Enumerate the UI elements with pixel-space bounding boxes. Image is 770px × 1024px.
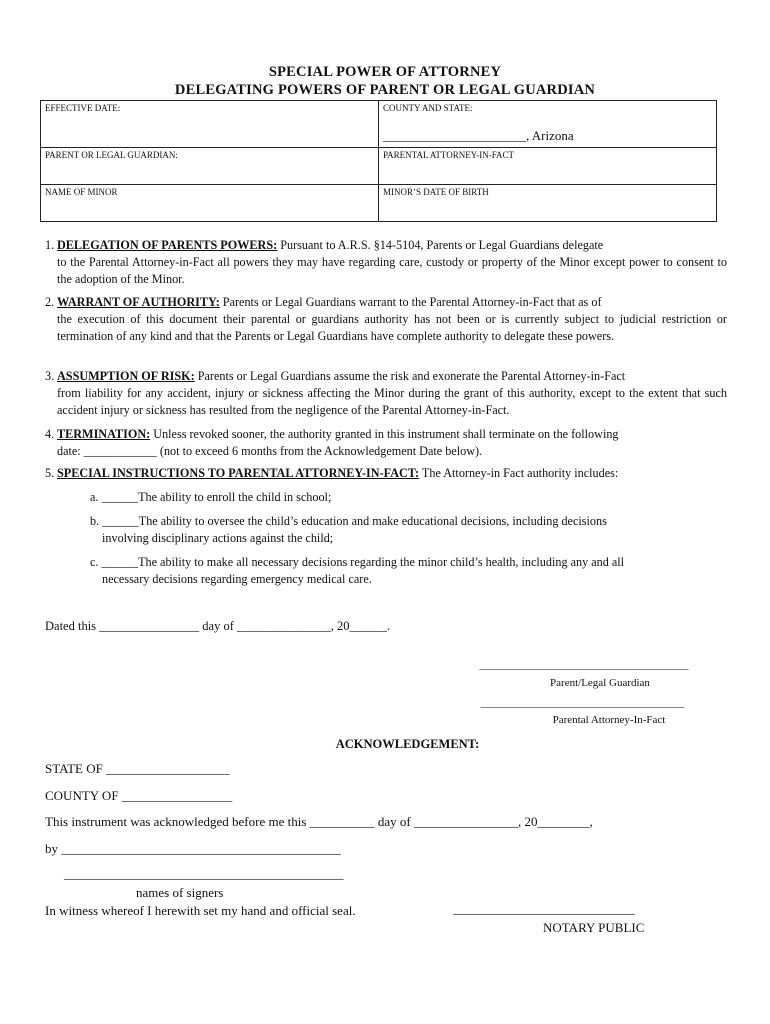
instruction-c-text-cont: necessary decisions regarding emergency medical care. (102, 571, 372, 586)
by-line[interactable]: by ___________________________________________ (45, 841, 341, 856)
section-heading: TERMINATION: (57, 427, 151, 441)
instruction-b[interactable] (90, 513, 727, 547)
county-line[interactable]: COUNTY OF _________________ (45, 788, 233, 803)
effective-date-cell[interactable] (41, 101, 379, 148)
section-heading: ASSUMPTION OF RISK: (57, 369, 195, 383)
acknowledgement-heading: ACKNOWLEDGEMENT: (335, 737, 480, 751)
instruction-c[interactable] (90, 554, 727, 588)
section-number: 1. (45, 238, 55, 252)
section-text: Pursuant to A.R.S. §14-5104, Parents or Legal Guardians delegate (277, 238, 604, 252)
section-text-cont: the execution of this document their parental or guardians authority has not been or is currently subject to judicial restriction or termination of any kind and that the Parents or Legal Guardians have complete authority to delegate these powers. (57, 311, 727, 343)
signers-label: names of signers (136, 885, 224, 900)
section-text: Parents or Legal Guardians assume the risk and exonerate the Parental Attorney-in-Fact (194, 369, 626, 383)
notary-signature-line[interactable]: ____________________________ (453, 901, 635, 916)
parent-guardian-label: PARENT OR LEGAL GUARDIAN: (45, 150, 178, 160)
section-text: The Attorney-in Fact authority includes: (419, 466, 619, 480)
section-number: 5. (45, 466, 55, 480)
section-heading: WARRANT OF AUTHORITY: (57, 295, 220, 309)
section-text-cont: from liability for any accident, injury or sickness affecting the Minor during the grant of this authority, except to the extent that such accident injury or sickness has resulted from the negligence of the Parental Attorney-in-Fact. (57, 385, 727, 417)
instruction-b-text-cont: involving disciplinary actions against the child; (102, 530, 334, 545)
parent-signature-label: Parent/Legal Guardian (550, 677, 650, 689)
state-line[interactable]: STATE OF ___________________ (45, 761, 230, 776)
document-subtitle: DELEGATING POWERS OF PARENT OR LEGAL GUARDIAN (174, 82, 596, 98)
witness-line: In witness whereof I herewith set my hand and official seal. (45, 903, 356, 918)
minor-dob-label: MINOR’S DATE OF BIRTH (383, 187, 489, 197)
instrument-line[interactable]: This instrument was acknowledged before me this __________ day of ________________, 20________, (45, 814, 593, 829)
section-text-cont: to the Parental Attorney-in-Fact all powers they may have regarding care, custody or property of the Minor except power to consent to the adoption of the Minor. (57, 254, 727, 286)
document-title: SPECIAL POWER OF ATTORNEY (268, 64, 502, 80)
section-heading: DELEGATION OF PARENTS POWERS: (57, 238, 278, 252)
dated-line[interactable]: Dated this ________________ day of _______________, 20______. (45, 619, 391, 633)
section-special-instructions (45, 465, 727, 482)
section-number: 4. (45, 427, 55, 441)
notary-label: NOTARY PUBLIC (543, 920, 645, 935)
county-state-value: ______________________, Arizona (383, 128, 574, 143)
section-number: 2. (45, 295, 55, 309)
section-termination (45, 426, 727, 460)
section-text-cont: date: ____________ (not to exceed 6 months from the Acknowledgement Date below). (57, 443, 483, 458)
parent-signature-line[interactable]: ______________________________________ (479, 659, 689, 671)
attorney-in-fact-label: PARENTAL ATTORNEY-IN-FACT (383, 150, 515, 160)
signers-line[interactable]: ___________________________________________ (64, 866, 344, 881)
section-warrant (45, 294, 727, 344)
minor-name-cell[interactable] (41, 185, 379, 222)
section-assumption-risk (45, 368, 727, 418)
effective-date-label: EFFECTIVE DATE: (45, 103, 121, 113)
section-number: 3. (45, 369, 55, 383)
header-table (40, 100, 717, 222)
instruction-a-text: a. ______The ability to enroll the child in school; (90, 490, 332, 504)
minor-name-label: NAME OF MINOR (45, 187, 118, 197)
minor-dob-cell[interactable] (379, 185, 717, 222)
attorney-in-fact-cell[interactable] (379, 148, 717, 185)
section-delegation (45, 237, 727, 287)
parent-guardian-cell[interactable] (41, 148, 379, 185)
section-text: Parents or Legal Guardians warrant to the Parental Attorney-in-Fact that as of (219, 295, 602, 309)
section-heading: SPECIAL INSTRUCTIONS TO PARENTAL ATTORNEY-IN-FACT: (57, 466, 420, 480)
attorney-signature-label: Parental Attorney-In-Fact (552, 714, 666, 726)
section-text: Unless revoked sooner, the authority granted in this instrument shall terminate on the following (150, 427, 619, 441)
county-state-label: COUNTY AND STATE: (383, 103, 473, 113)
instruction-a[interactable] (90, 489, 727, 506)
attorney-signature-line[interactable]: _____________________________________ (480, 697, 685, 709)
instruction-c-text: c. ______The ability to make all necessary decisions regarding the minor child’s health, including any and all (90, 555, 625, 569)
instruction-b-text: b. ______The ability to oversee the child’s education and make educational decisions, including decisions (90, 514, 607, 528)
